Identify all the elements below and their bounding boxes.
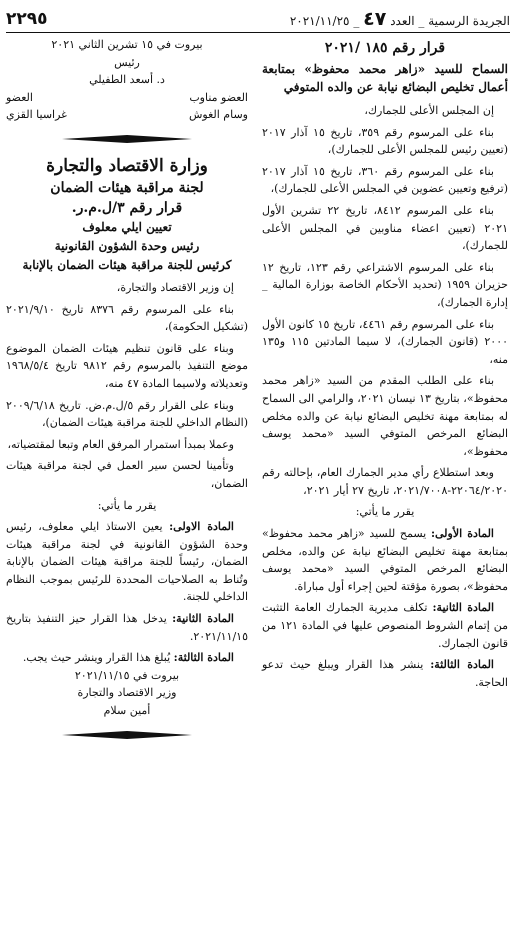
preamble-paragraph: بناء على الطلب المقدم من السيد «زاهر محمد محفوظ»، بتاريخ ١٣ نيسان ٢٠٢١، والرامي الى السماح له بمتابعة مهنة تخليص البضائع نيابة عن والده مخلص البضائع المرخص المتوفي السيد «محمد يوسف محفوظ»، xyxy=(262,374,508,458)
left-column xyxy=(6,36,248,750)
signoff-place-date: بيروت في ١٥ تشرين الثاني ٢٠٢١ xyxy=(51,38,203,51)
preamble-paragraph: إن المجلس الأعلى للجمارك، xyxy=(364,104,494,117)
header-title-group xyxy=(290,8,510,30)
preamble-paragraph: بناء على المرسوم رقم ٣٥٩، تاريخ ١٥ آذار ٢٠١٧ (تعيين رئيس للمجلس الأعلى للجمارك)، xyxy=(262,125,508,157)
page-number: ٢٢٩٥ xyxy=(6,9,48,29)
decides-heading: يقرر ما يأتي: xyxy=(97,498,157,512)
preamble-paragraph: وعملا بمبدأ استمرار المرفق العام وتبعا لمقتضياته، xyxy=(7,437,234,451)
right-column xyxy=(262,36,508,695)
decision-number: قرار رقم ٣/ل.م.ر. xyxy=(71,199,183,216)
article xyxy=(262,599,508,652)
appointment-title: تعيين ايلي معلوف xyxy=(82,219,172,234)
signer-name: وسام الغوش xyxy=(188,108,248,122)
article-label: المادة الثالثة: xyxy=(173,651,234,665)
signer-role: العضو مناوب xyxy=(189,90,248,104)
article-text: تكلف مديرية الجمارك العامة التثبت من إتمام الشروط المنصوص عليها في المادة ١٢١ من قانون الجمارك. xyxy=(262,601,508,650)
signers-roles xyxy=(6,89,248,107)
preamble-paragraph: بناء على المرسوم رقم ٤٤٦١، تاريخ ١٥ كانون الأول ٢٠٠٠ (قانون الجمارك)، لا سيما المادتين ١١٥ و١٣٥ منه، xyxy=(262,317,509,366)
preamble-paragraph: وبعد استطلاع رأي مدير الجمارك العام، بإحالته رقم ٢٢٠٦٤/٢٠٢٠-٢٠٢١/٧٠٠٨، تاريخ ٢٧ أيار ٢٠٢١، xyxy=(262,466,508,497)
divider-ornament xyxy=(62,134,192,144)
divider-ornament xyxy=(62,730,192,740)
decision-title: قرار رقم ١٨٥ /٢٠٢١ xyxy=(324,40,446,56)
final-name: أمين سلام xyxy=(103,704,151,718)
article-label: المادة الثالثة: xyxy=(430,658,494,672)
signer-role: العضو xyxy=(6,90,33,104)
article-text: يدخل هذا القرار حيز التنفيذ بتاريخ ٢٠٢١/١١/١٥. xyxy=(6,612,248,643)
signer-name: غراسيا القزي xyxy=(6,108,67,122)
committee-name: لجنة مراقبة هيئات الضمان xyxy=(50,179,204,196)
section-divider xyxy=(6,728,248,742)
article-label: المادة الأولى: xyxy=(430,527,494,541)
article-label: المادة الثانية: xyxy=(172,612,234,626)
decides-heading: يقرر ما يأتي: xyxy=(355,505,415,519)
final-role: وزير الاقتصاد والتجارة xyxy=(77,686,177,700)
gazette-title: الجريدة الرسمية _ العدد xyxy=(390,14,510,28)
header-dash: _ xyxy=(353,14,360,28)
article-label: المادة الثانية: xyxy=(432,601,495,615)
article xyxy=(262,525,508,595)
article-text: ينشر هذا القرار ويبلغ حيث تدعو الحاجة. xyxy=(262,658,508,689)
article-text: يسمح للسيد «زاهر محمد محفوظ» بمتابعة مهنة تخليص البضائع نيابة عن والده، مخلص البضائع المرخص المتوفي السيد «محمد يوسف محفوظ»، بصورة مؤقتة لحين إجراء أول مباراة. xyxy=(262,527,508,593)
preamble-paragraph: وبناء على قانون تنظيم هيئات الضمان الموضوع موضع التنفيذ بالمرسوم رقم ٩٨١٢ تاريخ ١٩٦٨/٥/٤ وتعديلاته ولاسيما المادة ٤٧ منه، xyxy=(6,341,248,390)
preamble-paragraph: إن وزير الاقتصاد والتجارة، xyxy=(116,280,234,294)
article xyxy=(262,656,508,691)
preamble-paragraph: وبناء على القرار رقم ٥/ل.م.ض. تاريخ ٢٠٠٩/٦/١٨ (النظام الداخلي للجنة مراقبة هيئات الضمان)، xyxy=(6,398,248,430)
position-line: رئيس وحدة الشؤون القانونية xyxy=(54,238,200,253)
page-header xyxy=(6,6,510,33)
preamble-paragraph: بناء على المرسوم الاشتراعي رقم ١٢٣، تاريخ ١٢ حزيران ١٩٥٩ (تحديد الأحكام الخاصة بوزارة المالية _ إدارة الجمارك)، xyxy=(262,260,508,309)
issue-date: ٢٠٢١/١١/٢٥ xyxy=(289,14,350,28)
preamble-paragraph: وتأمينا لحسن سير العمل في لجنة مراقبة هيئات الضمان، xyxy=(6,459,248,490)
ministry-name: وزارة الاقتصاد والتجارة xyxy=(46,155,208,176)
section-divider xyxy=(6,132,248,146)
article xyxy=(6,518,248,606)
decision-subject: السماح للسيد «زاهر محمد محفوظ» بمتابعة أعمال تخليص البضائع نيابة عن والده المتوفي xyxy=(262,62,508,94)
article-text: يُبلغ هذا القرار وينشر حيث يجب. xyxy=(22,651,174,665)
signoff-role: رئيس xyxy=(114,55,140,69)
signoff-name: د. أسعد الطفيلي xyxy=(89,73,165,87)
preamble-paragraph: بناء على المرسوم رقم ٣٦٠، تاريخ ١٥ آذار ٢٠١٧ (ترفيع وتعيين عضوين في المجلس الأعلى للجمارك)، xyxy=(262,164,508,196)
article xyxy=(6,649,248,667)
article-text: يعين الاستاذ ايلي معلوف، رئيس وحدة الشؤون القانونية في لجنة مراقبة هيئات الضمان، رئيساً للجنة مراقبة هيئات الضمان بالإنابة وتُناط به الصلاحيات المحددة للرئيس بموجب النظام الداخلي للجنة. xyxy=(6,520,248,604)
preamble-paragraph: بناء على المرسوم ٨٤١٢، تاريخ ٢٢ تشرين الأول ٢٠٢١ (تعيين اعضاء مناوبين في المجلس الأعلى للجمارك)، xyxy=(262,203,508,253)
preamble-paragraph: بناء على المرسوم رقم ٨٣٧٦ تاريخ ٢٠٢١/٩/١٠ (تشكيل الحكومة)، xyxy=(6,302,248,334)
position-line: كرئيس للجنة مراقبة هيئات الضمان بالإنابة xyxy=(22,257,232,272)
final-place-date: بيروت في ٢٠٢١/١١/١٥ xyxy=(74,668,180,682)
issue-number: ٤٧ xyxy=(363,8,387,30)
signers-names xyxy=(6,106,248,124)
article xyxy=(6,610,248,645)
article-label: المادة الاولى: xyxy=(169,520,234,534)
